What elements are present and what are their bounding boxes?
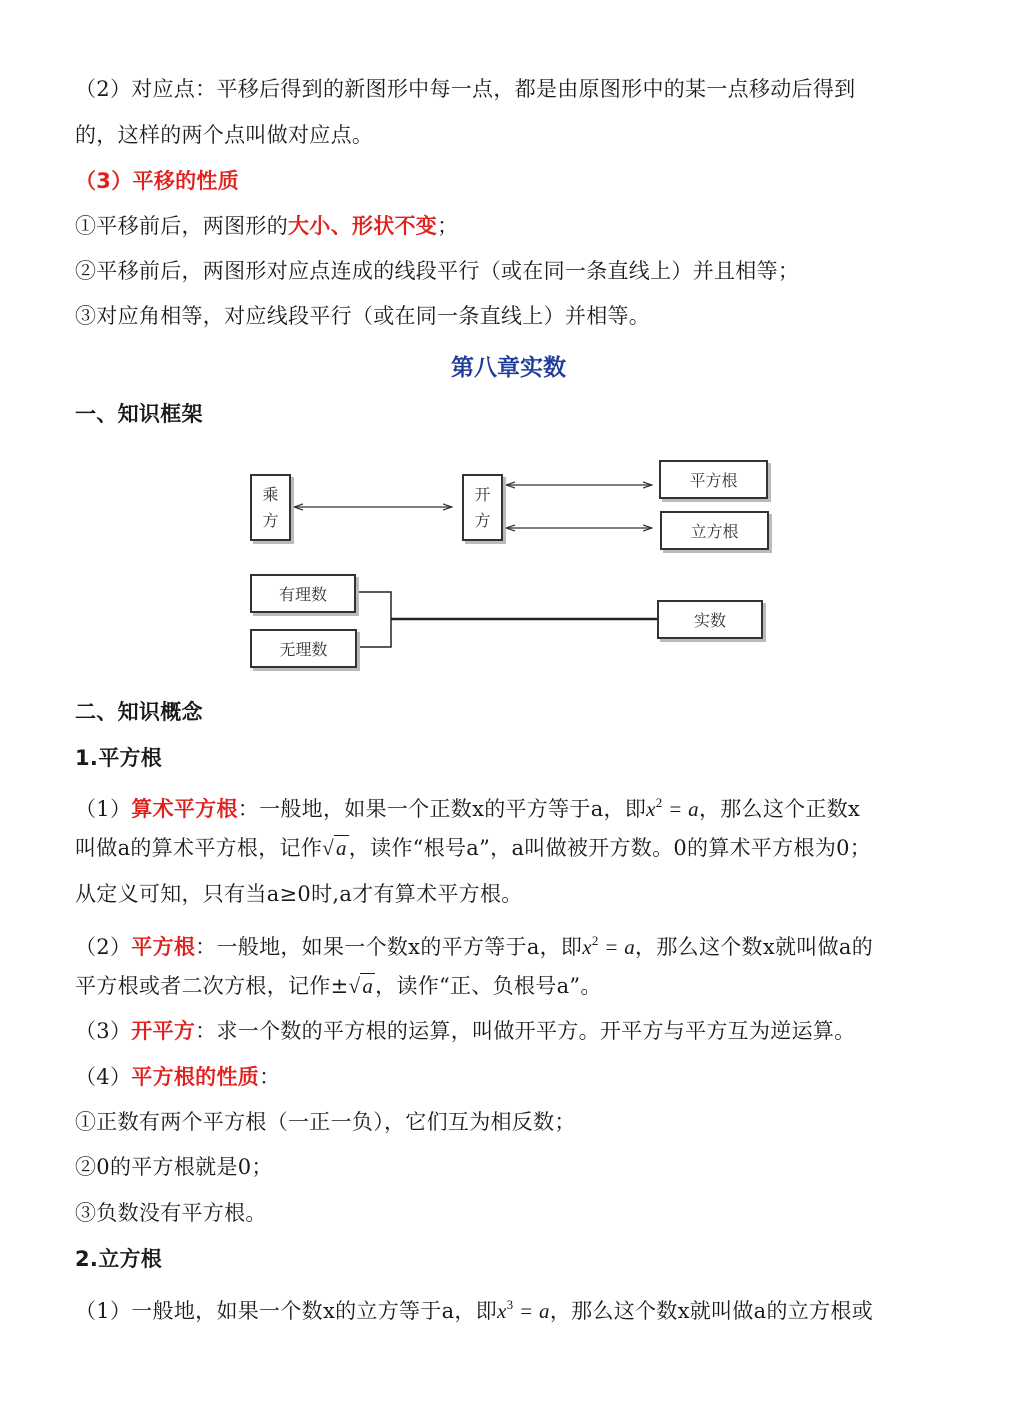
translation-properties-heading: （3）平移的性质 bbox=[75, 169, 240, 193]
eq-exponent: 3 bbox=[506, 1297, 514, 1312]
translation-corresponding-point-line2: 的，这样的两个点叫做对应点。 bbox=[75, 123, 374, 147]
section-2-heading: 二、知识概念 bbox=[75, 700, 203, 724]
translation-property-3: ③对应角相等，对应线段平行（或在同一条直线上）并相等。 bbox=[75, 304, 651, 328]
square-root-definition-line2 bbox=[75, 971, 602, 1001]
translation-property-1-prefix: ①平移前后，两图形的 bbox=[75, 214, 288, 238]
radical-sign: √ bbox=[322, 836, 334, 860]
power-box-label-top: 乘 bbox=[262, 484, 279, 504]
knowledge-framework-diagram bbox=[0, 0, 1017, 700]
definition-text: ，读作“根号a”，a叫做被开方数。0的算术平方根为0； bbox=[348, 836, 872, 860]
square-root-title: 1.平方根 bbox=[75, 746, 163, 770]
square-root-properties-heading bbox=[75, 1062, 280, 1092]
eq-exponent: 2 bbox=[591, 933, 599, 948]
eq-base: x bbox=[497, 1299, 507, 1323]
definition-text: ，那么这个正数x bbox=[698, 797, 861, 821]
square-root-box: 平方根 bbox=[659, 460, 768, 499]
item-number: （2） bbox=[75, 935, 132, 959]
irrational-number-box: 无理数 bbox=[250, 629, 357, 668]
translation-property-1-highlight: 大小、形状不变 bbox=[288, 214, 438, 238]
definition-text: ：一般地，如果一个正数x的平方等于a，即 bbox=[237, 797, 647, 821]
arithmetic-square-root-definition-line1 bbox=[75, 788, 860, 824]
definition-text: 平方根或者二次方根，记作± bbox=[75, 974, 349, 998]
eq-exponent: 2 bbox=[655, 795, 663, 810]
arithmetic-square-root-term: 算术平方根 bbox=[131, 797, 238, 821]
power-box bbox=[250, 474, 291, 541]
radicand: a bbox=[362, 974, 374, 998]
extraction-term: 开平方 bbox=[131, 1019, 196, 1043]
eq-rhs: = a bbox=[662, 797, 699, 821]
eq-rhs: = a bbox=[513, 1299, 550, 1323]
colon: ： bbox=[259, 1065, 281, 1089]
definition-text: ，那么这个数x就叫做a的立方根或 bbox=[549, 1299, 874, 1323]
eq-base: x bbox=[646, 797, 656, 821]
definition-text: ：求一个数的平方根的运算，叫做开平方。开平方与平方互为逆运算。 bbox=[195, 1019, 856, 1043]
equation-x-cubed-equals-a bbox=[497, 1299, 550, 1323]
equation-x-squared-equals-a bbox=[582, 935, 635, 959]
translation-property-2: ②平移前后，两图形对应点连成的线段平行（或在同一条直线上）并且相等； bbox=[75, 259, 800, 283]
properties-term: 平方根的性质 bbox=[131, 1065, 260, 1089]
number-classification-bracket bbox=[354, 592, 391, 647]
translation-property-1-suffix: ； bbox=[437, 214, 459, 238]
equation-x-squared-equals-a bbox=[646, 797, 699, 821]
eq-rhs: = a bbox=[598, 935, 636, 959]
sqrt-a-expression bbox=[322, 833, 349, 863]
real-number-box: 实数 bbox=[657, 600, 763, 639]
section-1-heading: 一、知识框架 bbox=[75, 402, 203, 426]
root-extraction-box bbox=[462, 474, 503, 541]
root-box-label-top: 开 bbox=[474, 484, 491, 504]
translation-corresponding-point-line1: （2）对应点：平移后得到的新图形中每一点，都是由原图形中的某一点移动后得到 bbox=[75, 77, 856, 101]
square-root-extraction-definition bbox=[75, 1016, 855, 1046]
radicand: a bbox=[335, 836, 347, 860]
square-root-property-2: ②0的平方根就是0； bbox=[75, 1155, 273, 1179]
definition-text: ：一般地，如果一个数x的平方等于a，即 bbox=[195, 935, 583, 959]
square-root-term: 平方根 bbox=[131, 935, 196, 959]
power-box-label-bottom: 方 bbox=[262, 510, 279, 530]
square-root-property-3: ③负数没有平方根。 bbox=[75, 1201, 267, 1225]
item-number: （4） bbox=[75, 1065, 132, 1089]
square-root-definition-line1 bbox=[75, 926, 873, 962]
definition-text: ，读作“正、负根号a”。 bbox=[375, 974, 602, 998]
cube-root-definition-line1 bbox=[75, 1290, 873, 1326]
cube-root-title: 2.立方根 bbox=[75, 1247, 163, 1271]
arithmetic-square-root-definition-line2 bbox=[75, 833, 871, 863]
rational-number-box: 有理数 bbox=[250, 574, 356, 613]
item-number: （1） bbox=[75, 797, 132, 821]
sqrt-a-expression bbox=[349, 971, 376, 1001]
arithmetic-square-root-definition-line3: 从定义可知，只有当a≥0时,a才有算术平方根。 bbox=[75, 882, 523, 906]
radical-sign: √ bbox=[348, 974, 361, 998]
chapter-title: 第八章实数 bbox=[451, 355, 566, 381]
item-number: （3） bbox=[75, 1019, 132, 1043]
definition-text: （1）一般地，如果一个数x的立方等于a，即 bbox=[75, 1299, 498, 1323]
root-box-label-bottom: 方 bbox=[474, 510, 491, 530]
definition-text: ，那么这个数x就叫做a的 bbox=[635, 935, 874, 959]
cube-root-box: 立方根 bbox=[660, 511, 769, 550]
square-root-property-1: ①正数有两个平方根（一正一负），它们互为相反数； bbox=[75, 1110, 576, 1134]
definition-text: 叫做a的算术平方根，记作 bbox=[75, 836, 323, 860]
eq-base: x bbox=[582, 935, 592, 959]
